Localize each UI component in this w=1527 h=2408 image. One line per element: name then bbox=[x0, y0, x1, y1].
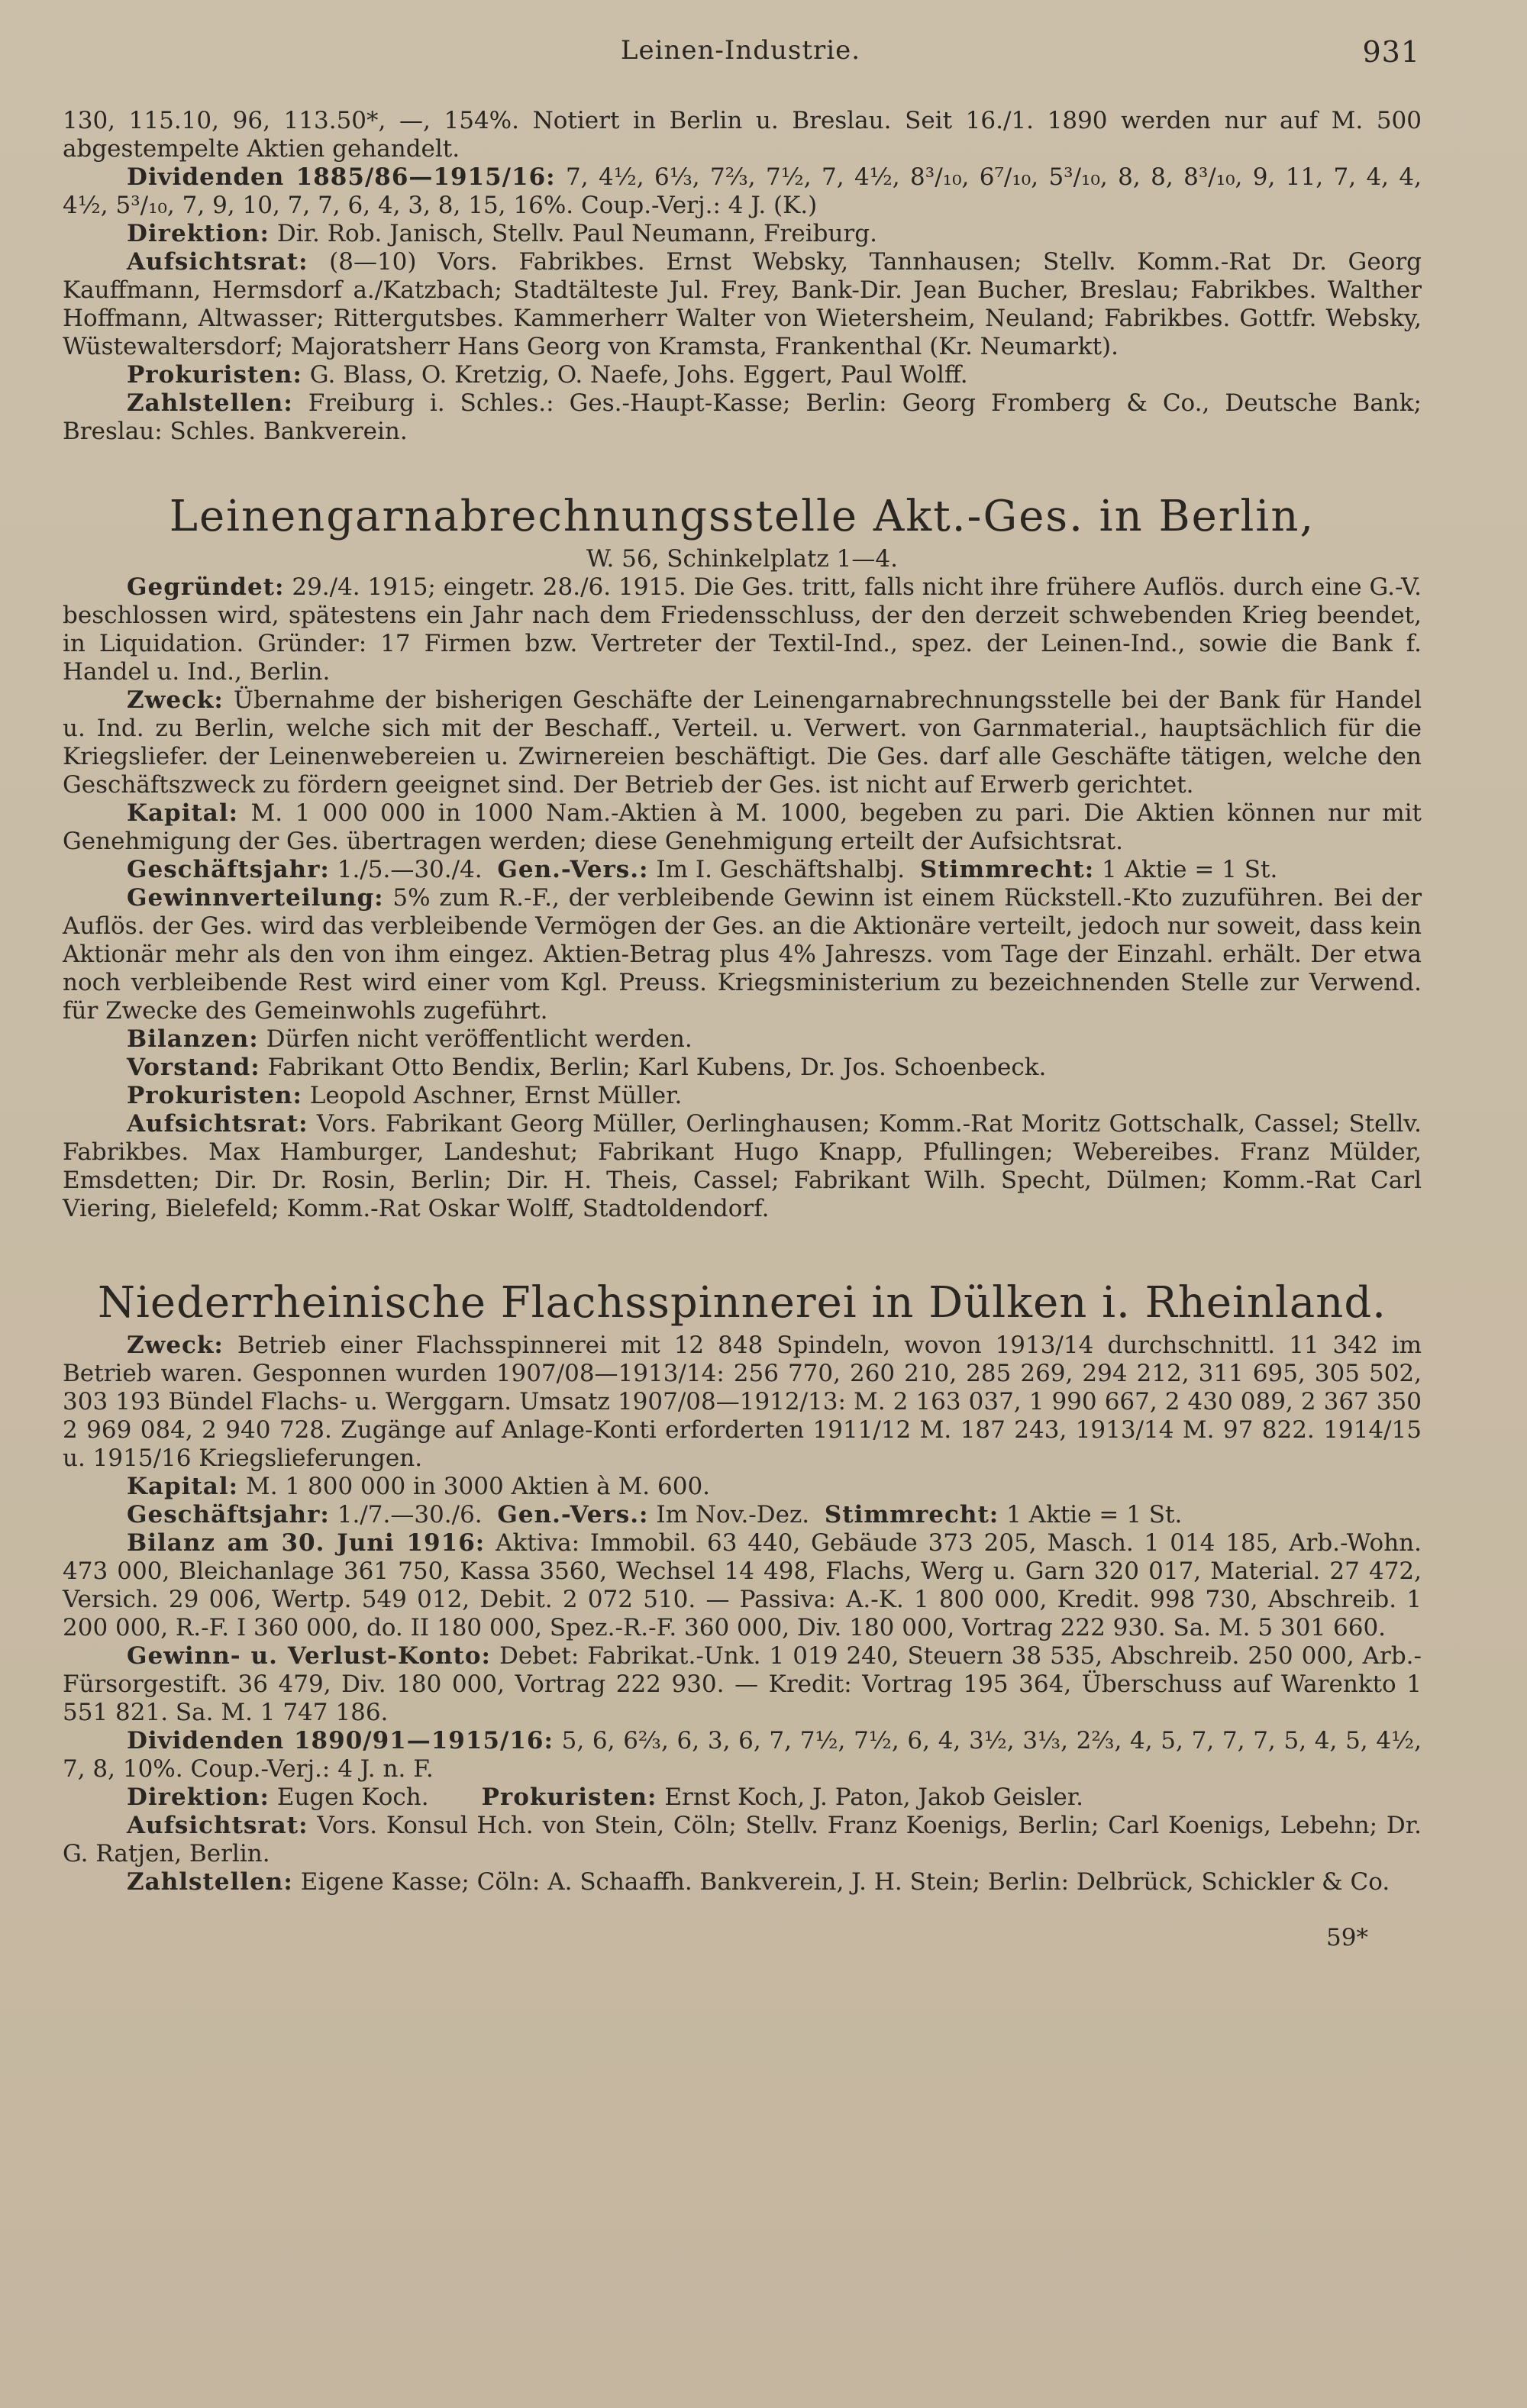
bilanzen-label: Bilanzen: bbox=[127, 1025, 259, 1053]
aufsichtsrat-entry bbox=[63, 248, 1422, 361]
bilanzen-text: Dürfen nicht veröffentlicht werden. bbox=[266, 1025, 692, 1053]
dividenden-text-3: 5, 6, 6⅔, 6, 3, 6, 7, 7½, 7½, 6, 4, 3½, 3⅓, 2⅔, 4, 5, 7, 7, 7, 5, 4, 5, 4½, 7, 8, 10%. Coup.-Verj.: 4 J. n. F. bbox=[63, 1727, 1422, 1783]
vorstand-label: Vorstand: bbox=[127, 1054, 260, 1081]
gewinnverteilung-label: Gewinnverteilung: bbox=[127, 884, 384, 912]
text-column bbox=[63, 107, 1422, 1952]
prokuristen-text-2: Leopold Aschner, Ernst Müller. bbox=[309, 1082, 683, 1109]
geschaeftsjahr-label-3: Geschäftsjahr: bbox=[127, 1501, 330, 1528]
prokuristen-entry bbox=[63, 361, 1422, 389]
company-title-niederrheinische: Niederrheinische Flachsspinnerei in Dülken i. Rheinland. bbox=[98, 1278, 1387, 1328]
kapital-text: M. 1 000 000 in 1000 Nam.-Aktien à M. 1000, begeben zu pari. Die Aktien können nur mit Genehmigung der Ges. übertragen werden; diese Genehmigung erteilt der Aufsichtsrat. bbox=[63, 799, 1422, 855]
guv-entry bbox=[63, 1642, 1422, 1727]
geschaeftsjahr-text: 1./5.—30./4. bbox=[337, 856, 483, 883]
genvers-text: Im I. Geschäftshalbj. bbox=[656, 856, 906, 883]
zahlstellen-text: Freiburg i. Schles.: Ges.-Haupt-Kasse; Berlin: Georg Fromberg & Co., Deutsche Bank; Breslau: Schles. Bankverein. bbox=[63, 389, 1422, 445]
gegruendet-text: 29./4. 1915; eingetr. 28./6. 1915. Die Ges. tritt, falls nicht ihre frühere Auflös. durch eine G.-V. beschlossen wird, spätestens ein Jahr nach dem Friedensschluss, der den derzeit schwebenden Krieg beendet, in Liquidation. Gründer: 17 Firmen bzw. Vertreter der Textil-Ind., spez. der Leinen-Ind., sowie die Bank f. Handel u. Ind., Berlin. bbox=[63, 573, 1422, 686]
stimmrecht-label-3: Stimmrecht: bbox=[824, 1501, 999, 1528]
page-header bbox=[61, 29, 1420, 75]
company-address: W. 56, Schinkelplatz 1—4. bbox=[586, 545, 898, 573]
direktion-entry bbox=[63, 220, 1422, 248]
guv-text: Debet: Fabrikat.-Unk. 1 019 240, Steuern 38 535, Abschreib. 250 000, Arb.-Fürsorgestift. 36 479, Div. 180 000, Vortrag 222 930. — Kredit: Vortrag 195 364, Überschuss auf Warenkto 1 551 821. Sa. M. 1 747 186. bbox=[63, 1642, 1422, 1726]
gegruendet-label: Gegründet: bbox=[127, 573, 285, 601]
geschaeftsjahr-label: Geschäftsjahr: bbox=[127, 856, 330, 883]
geschaeftsjahr-entry-3 bbox=[63, 1501, 1422, 1529]
gewinnverteilung-text: 5% zum R.-F., der verbleibende Gewinn ist einem Rückstell.-Kto zuzuführen. Bei der Auflös. der Ges. wird das verbleibende Vermögen der Ges. an die Aktionäre verteilt, jedoch nur soweit, dass kein Aktionär mehr als den von ihm eingez. Aktien-Betrag plus 4% Jahreszs. vom Tage der Einzahl. erhält. Der etwa noch verbleibende Rest wird einer vom Kgl. Preuss. Kriegsministerium zu bezeichnenden Stelle zur Verwend. für Zwecke des Gemeinwohls zugeführt. bbox=[63, 884, 1422, 1025]
prokuristen-entry-2 bbox=[63, 1082, 1422, 1110]
prokuristen-label-2: Prokuristen: bbox=[127, 1082, 302, 1109]
running-title: Leinen-Industrie. bbox=[620, 35, 861, 66]
signature-mark: 59* bbox=[1326, 1924, 1368, 1951]
geschaeftsjahr-text-3: 1./7.—30./6. bbox=[337, 1501, 483, 1528]
zahlstellen-text-3: Eigene Kasse; Cöln: A. Schaaffh. Bankverein, J. H. Stein; Berlin: Delbrück, Schickler & Co. bbox=[300, 1868, 1390, 1896]
zweck-text-3: Betrieb einer Flachsspinnerei mit 12 848 Spindeln, wovon 1913/14 durchschnittl. 11 342 im Betrieb waren. Gesponnen wurden 1907/08—1913/14: 256 770, 260 210, 285 269, 294 212, 311 695, 305 502, 303 193 Bündel Flachs- u. Werggarn. Umsatz 1907/08—1912/13: M. 2 163 037, 1 990 667, 2 430 089, 2 367 350 2 969 084, 2 940 728. Zugänge auf Anlage-Konti erforderten 1911/12 M. 187 243, 1913/14 M. 97 822. 1914/15 u. 1915/16 Kriegslieferungen. bbox=[63, 1332, 1422, 1472]
aufsichtsrat-text: (8—10) Vors. Fabrikbes. Ernst Websky, Tannhausen; Stellv. Komm.-Rat Dr. Georg Kauffmann, Hermsdorf a./Katzbach; Stadtälteste Jul. Frey, Bank-Dir. Jean Bucher, Breslau; Fabrikbes. Walther Hoffmann, Altwasser; Rittergutsbes. Kammerherr Walter von Wietersheim, Neuland; Fabrikbes. Gottfr. Websky, Wüstewaltersdorf; Majoratsherr Hans Georg von Kramsta, Frankenthal (Kr. Neumarkt). bbox=[63, 248, 1422, 360]
aufsichtsrat-text-3: Vors. Konsul Hch. von Stein, Cöln; Stellv. Franz Koenigs, Berlin; Carl Koenigs, Lebehn; Dr. G. Ratjen, Berlin. bbox=[63, 1812, 1422, 1867]
zweck-entry-3 bbox=[63, 1332, 1422, 1473]
aufsichtsrat-label: Aufsichtsrat: bbox=[127, 248, 308, 276]
direktion-text: Dir. Rob. Janisch, Stellv. Paul Neumann, Freiburg. bbox=[276, 220, 877, 247]
dividenden-entry-3 bbox=[63, 1727, 1422, 1783]
aufsichtsrat-text-2: Vors. Fabrikant Georg Müller, Oerlinghausen; Komm.-Rat Moritz Gottschalk, Cassel; Stellv. Fabrikbes. Max Hamburger, Landeshut; Fabrikant Hugo Knapp, Pfullingen; Webereibes. Franz Mülder, Emsdetten; Dir. Dr. Rosin, Berlin; Dir. H. Theis, Cassel; Fabrikant Wilh. Specht, Dülmen; Komm.-Rat Carl Viering, Bielefeld; Komm.-Rat Oskar Wolff, Stadtoldendorf. bbox=[63, 1110, 1422, 1222]
prokuristen-label-3: Prokuristen: bbox=[481, 1783, 657, 1811]
vorstand-text: Fabrikant Otto Bendix, Berlin; Karl Kubens, Dr. Jos. Schoenbeck. bbox=[267, 1054, 1047, 1081]
kapital-text-3: M. 1 800 000 in 3000 Aktien à M. 600. bbox=[245, 1473, 711, 1500]
dividenden-text: 7, 4½, 6⅓, 7⅔, 7½, 7, 4½, 8³/₁₀, 6⁷/₁₀, 5³/₁₀, 8, 8, 8³/₁₀, 9, 11, 7, 4, 4, 4½, 5³/₁₀, 7, 9, 10, 7, 7, 6, 4, 3, 8, 15, 16%. Coup.-Verj.: 4 J. (K.) bbox=[63, 163, 1422, 219]
prokuristen-text-3: Ernst Koch, J. Paton, Jakob Geisler. bbox=[664, 1783, 1084, 1811]
zweck-label: Zweck: bbox=[127, 686, 224, 714]
kapital-label: Kapital: bbox=[127, 799, 239, 827]
dividenden-entry bbox=[63, 163, 1422, 220]
direktion-label: Direktion: bbox=[127, 220, 270, 247]
kapital-entry bbox=[63, 799, 1422, 856]
aufsichtsrat-entry-2 bbox=[63, 1110, 1422, 1223]
dividenden-label-3: Dividenden 1890/91—1915/16: bbox=[127, 1727, 554, 1754]
genvers-text-3: Im Nov.-Dez. bbox=[656, 1501, 810, 1528]
zahlstellen-entry bbox=[63, 389, 1422, 446]
bilanzen-entry bbox=[63, 1025, 1422, 1054]
direktion-entry-3 bbox=[63, 1783, 1422, 1812]
zahlstellen-label: Zahlstellen: bbox=[127, 389, 293, 417]
geschaeftsjahr-entry bbox=[63, 856, 1422, 884]
guv-label: Gewinn- u. Verlust-Konto: bbox=[127, 1642, 491, 1670]
stimmrecht-text-3: 1 Aktie = 1 St. bbox=[1006, 1501, 1183, 1528]
prokuristen-label: Prokuristen: bbox=[127, 361, 302, 389]
zweck-entry bbox=[63, 686, 1422, 799]
zweck-label-3: Zweck: bbox=[127, 1332, 224, 1359]
kapital-entry-3 bbox=[63, 1473, 1422, 1501]
direktion-text-3: Eugen Koch. bbox=[276, 1783, 429, 1811]
zahlstellen-label-3: Zahlstellen: bbox=[127, 1868, 293, 1896]
gewinnverteilung-entry bbox=[63, 884, 1422, 1025]
prokuristen-text: G. Blass, O. Kretzig, O. Naefe, Johs. Eggert, Paul Wolff. bbox=[309, 361, 968, 389]
kapital-label-3: Kapital: bbox=[127, 1473, 239, 1500]
zweck-text: Übernahme der bisherigen Geschäfte der Leinengarnabrechnungsstelle bei der Bank für Handel u. Ind. zu Berlin, welche sich mit der Beschaff., Verteil. u. Verwert. von Garnmaterial., hauptsächlich für die Kriegsliefer. der Leinenwebereien u. Zwirnereien beschäftigt. Die Ges. darf alle Geschäfte tätigen, welche den Geschäftszweck zu fördern geeignet sind. Der Betrieb der Ges. ist nicht auf Erwerb gerichtet. bbox=[63, 686, 1422, 799]
company-title-leinengarn: Leinengarnabrechnungsstelle Akt.-Ges. in Berlin, bbox=[169, 492, 1316, 541]
genvers-label: Gen.-Vers.: bbox=[497, 856, 649, 883]
bilanz-label: Bilanz am 30. Juni 1916: bbox=[127, 1529, 486, 1557]
dividenden-label: Dividenden 1885/86—1915/16: bbox=[127, 163, 556, 191]
aufsichtsrat-label-3: Aufsichtsrat: bbox=[127, 1812, 308, 1839]
stimmrecht-label: Stimmrecht: bbox=[919, 856, 1095, 883]
zahlstellen-entry-3 bbox=[63, 1868, 1422, 1896]
bilanz-entry bbox=[63, 1529, 1422, 1642]
vorstand-entry bbox=[63, 1054, 1422, 1082]
gegruendet-entry bbox=[63, 573, 1422, 686]
page-number: 931 bbox=[1362, 35, 1420, 69]
bilanz-text: Aktiva: Immobil. 63 440, Gebäude 373 205, Masch. 1 014 185, Arb.-Wohn. 473 000, Bleichanlage 361 750, Kassa 3560, Wechsel 14 498, Flachs, Werg u. Garn 320 017, Material. 27 472, Versich. 29 006, Wertp. 549 012, Debit. 2 072 510. — Passiva: A.-K. 1 800 000, Kredit. 998 730, Abschreib. 1 200 000, R.-F. I 360 000, do. II 180 000, Spez.-R.-F. 360 000, Div. 180 000, Vortrag 222 930. Sa. M. 5 301 660. bbox=[63, 1529, 1422, 1641]
stimmrecht-text: 1 Aktie = 1 St. bbox=[1102, 856, 1278, 883]
direktion-label-3: Direktion: bbox=[127, 1783, 270, 1811]
genvers-label-3: Gen.-Vers.: bbox=[497, 1501, 649, 1528]
continued-paragraph: 130, 115.10, 96, 113.50*, —, 154%. Notiert in Berlin u. Breslau. Seit 16./1. 1890 werden nur auf M. 500 abgestempelte Aktien gehandelt. bbox=[63, 107, 1422, 163]
aufsichtsrat-entry-3 bbox=[63, 1812, 1422, 1868]
aufsichtsrat-label-2: Aufsichtsrat: bbox=[127, 1110, 308, 1138]
